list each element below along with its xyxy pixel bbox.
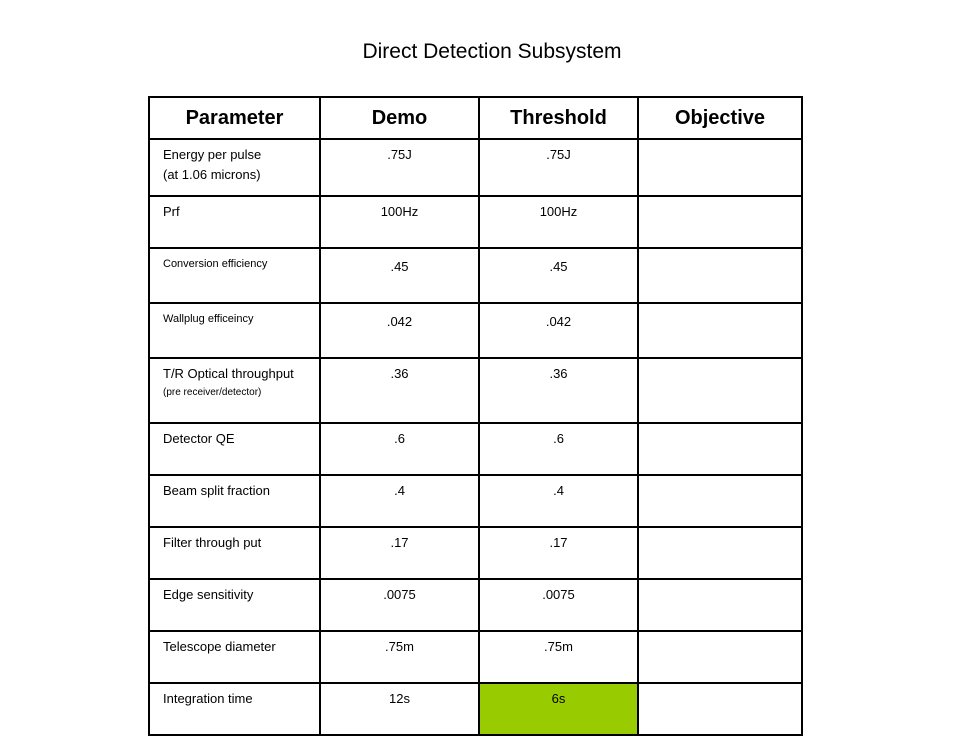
parameter-label: Energy per pulse (163, 147, 262, 162)
objective-cell (638, 631, 802, 683)
table-row (149, 358, 802, 423)
parameter-cell (149, 303, 320, 358)
parameter-sublabel: (pre receiver/detector) (163, 387, 262, 398)
parameter-cell (149, 358, 320, 423)
demo-cell: 12s (320, 683, 479, 735)
demo-cell: .75m (320, 631, 479, 683)
parameter-cell (149, 631, 320, 683)
parameter-label: Prf (163, 204, 180, 219)
slide-title: Direct Detection Subsystem (362, 40, 622, 63)
parameter-label: Conversion efficiency (163, 258, 268, 270)
table-row (149, 683, 802, 735)
parameter-cell (149, 579, 320, 631)
parameter-cell (149, 139, 320, 196)
table-row (149, 303, 802, 358)
table-row (149, 248, 802, 303)
objective-cell (638, 423, 802, 475)
objective-cell (638, 248, 802, 303)
parameter-label: Detector QE (163, 431, 235, 446)
objective-cell (638, 358, 802, 423)
threshold-cell: .75m (479, 631, 638, 683)
table-header-row (149, 97, 802, 139)
demo-cell: .042 (320, 303, 479, 358)
threshold-cell: .36 (479, 358, 638, 423)
threshold-cell: 100Hz (479, 196, 638, 248)
threshold-cell: .4 (479, 475, 638, 527)
threshold-cell: .75J (479, 139, 638, 196)
demo-cell: .45 (320, 248, 479, 303)
threshold-cell: .17 (479, 527, 638, 579)
header-demo: Demo (320, 97, 479, 139)
parameter-table (148, 96, 803, 736)
parameter-label: Beam split fraction (163, 483, 270, 498)
table-row (149, 139, 802, 196)
threshold-cell: .0075 (479, 579, 638, 631)
parameter-label: Filter through put (163, 535, 262, 550)
table-row (149, 631, 802, 683)
parameter-label: T/R Optical throughput (163, 366, 294, 381)
table-row (149, 196, 802, 248)
parameter-cell (149, 196, 320, 248)
demo-cell: .17 (320, 527, 479, 579)
parameter-cell (149, 683, 320, 735)
header-objective: Objective (638, 97, 802, 139)
parameter-cell (149, 475, 320, 527)
objective-cell (638, 139, 802, 196)
demo-cell: .6 (320, 423, 479, 475)
table-row (149, 527, 802, 579)
demo-cell: 100Hz (320, 196, 479, 248)
parameter-label: Wallplug efficeincy (163, 313, 254, 325)
header-parameter: Parameter (149, 97, 320, 139)
parameter-cell (149, 248, 320, 303)
objective-cell (638, 196, 802, 248)
objective-cell (638, 683, 802, 735)
objective-cell (638, 303, 802, 358)
parameter-label: Edge sensitivity (163, 587, 254, 602)
parameter-label: Telescope diameter (163, 639, 276, 654)
demo-cell: .36 (320, 358, 479, 423)
threshold-cell: .45 (479, 248, 638, 303)
parameter-sublabel: (at 1.06 microns) (163, 167, 261, 182)
threshold-cell: .6 (479, 423, 638, 475)
parameter-cell (149, 423, 320, 475)
demo-cell: .0075 (320, 579, 479, 631)
objective-cell (638, 579, 802, 631)
objective-cell (638, 527, 802, 579)
threshold-cell-highlighted: 6s (479, 683, 638, 735)
parameter-label: Integration time (163, 691, 253, 706)
demo-cell: .75J (320, 139, 479, 196)
demo-cell: .4 (320, 475, 479, 527)
parameter-cell (149, 527, 320, 579)
table-row (149, 579, 802, 631)
objective-cell (638, 475, 802, 527)
table-row (149, 423, 802, 475)
threshold-cell: .042 (479, 303, 638, 358)
table-row (149, 475, 802, 527)
header-threshold: Threshold (479, 97, 638, 139)
